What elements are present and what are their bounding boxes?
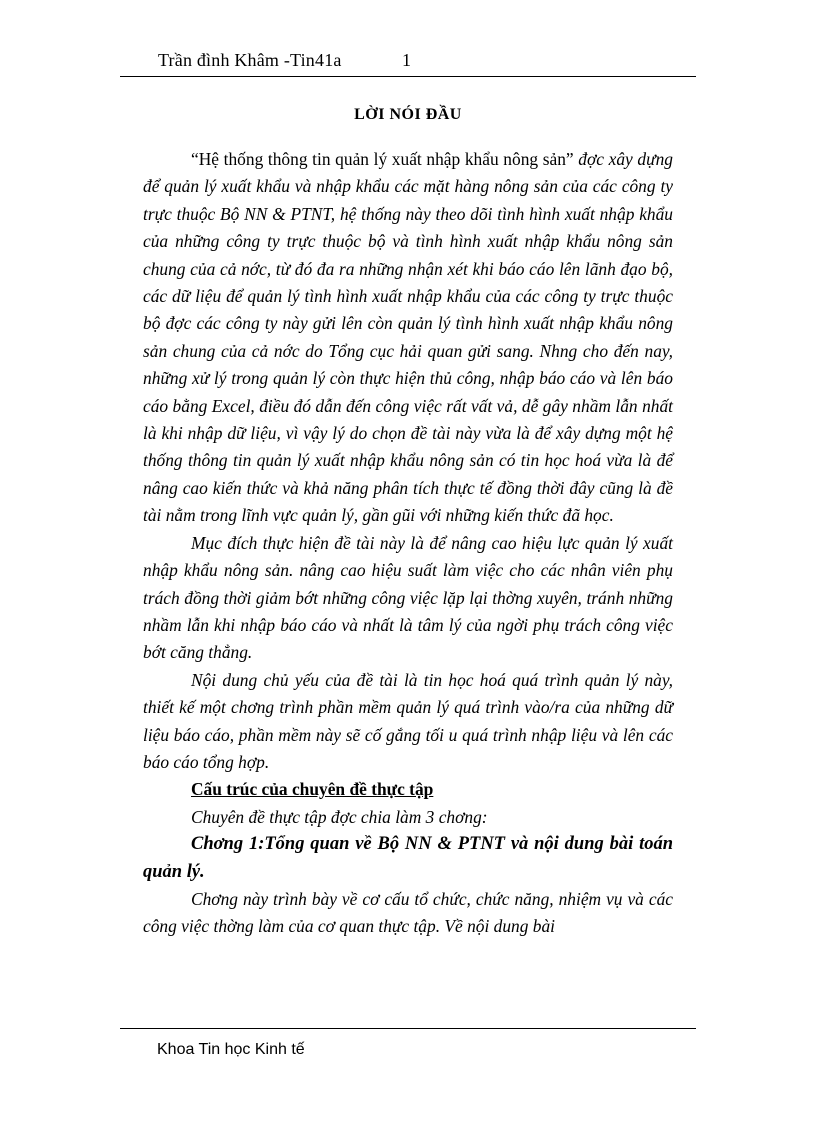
paragraph-structure: Chuyên đề thực tập đợc chia làm 3 chơng: [191,806,488,827]
header-divider [120,76,696,77]
paragraph-chapter-1: Chơng này trình bày về cơ cấu tổ chức, chức năng, nhiệm vụ và các công việc thờng làm của cơ quan thực tập. Về nội dung bài [143,888,673,937]
section-heading: Cấu trúc của chuyên đề thực tập [191,779,434,800]
paragraph-purpose: Mục đích thực hiện đề tài này là để nâng cao hiệu lực quản lý xuất nhập khẩu nông sản. nâng cao hiệu suất làm việc cho các nhân viên phụ trách đồng thời giảm bớt những công việc lặp lại thờng xuyên, tránh những nhầm lẫn khi nhập báo cáo và nhất là tâm lý của ngời phụ trách công việc bớt căng thẳng. [143,532,673,663]
paragraph-introduction-text: đợc xây dựng để quản lý xuất khẩu và nhập khẩu các mặt hàng nông sản của các công ty trực thuộc Bộ NN & PTNT, hệ thống này theo dõi tình hình xuất nhập khẩu của những công ty trực thuộc bộ và tình hình xuất nhập khẩu nông sản chung của cả nớc, từ đó đa ra những nhận xét khi báo cáo lên lãnh đạo bộ, các dữ liệu để quản lý tình hình xuất nhập khẩu của các công ty trực thuộc bộ đợc các công ty này gửi lên còn quản lý tình hình xuất nhập khẩu nông sản chung của cả nớc do Tổng cục hải quan gửi sang. Nhng cho đến nay, những xử lý trong quản lý còn thực hiện thủ công, nhập báo cáo và lên báo cáo bằng Excel, điều đó dẫn đến công việc rất vất vả, dễ gây nhầm lẫn nhất là khi nhập dữ liệu, vì vậy lý do chọn đề tài này vừa là để xây dựng một hệ thống thông tin quản lý xuất nhập khẩu nông sản có tin học hoá vừa là để nâng cao kiến thức và khả năng phân tích thực tế đồng thời đây cũng là đề tài nằm trong lĩnh vực quản lý, gần gũi với những kiến thức đã học. [143,149,673,526]
page-header-author: Trần đình Khâm -Tin41a [158,50,342,70]
paragraph-quote: “Hệ thống thông tin quản lý xuất nhập khẩu nông sản” [191,149,574,169]
paragraph-introduction [143,146,673,530]
page-footer: Khoa Tin học Kinh tế [157,1041,305,1058]
document-title: LỜI NÓI ĐẦU [354,106,462,123]
footer-divider [120,1028,696,1029]
paragraph-content: Nội dung chủ yếu của đề tài là tin học hoá quá trình quản lý này, thiết kế một chơng trình phần mềm quản lý quá trình vào/ra của những dữ liệu báo cáo, phần mềm này sẽ cố gắng tối u quá trình nhập liệu và lên các báo cáo tổng hợp. [143,669,673,772]
document-body [143,146,673,941]
page-number: 1 [402,50,411,70]
chapter-1-heading: Chơng 1:Tổng quan về Bộ NN & PTNT và nội dung bài toán quản lý. [143,834,673,882]
